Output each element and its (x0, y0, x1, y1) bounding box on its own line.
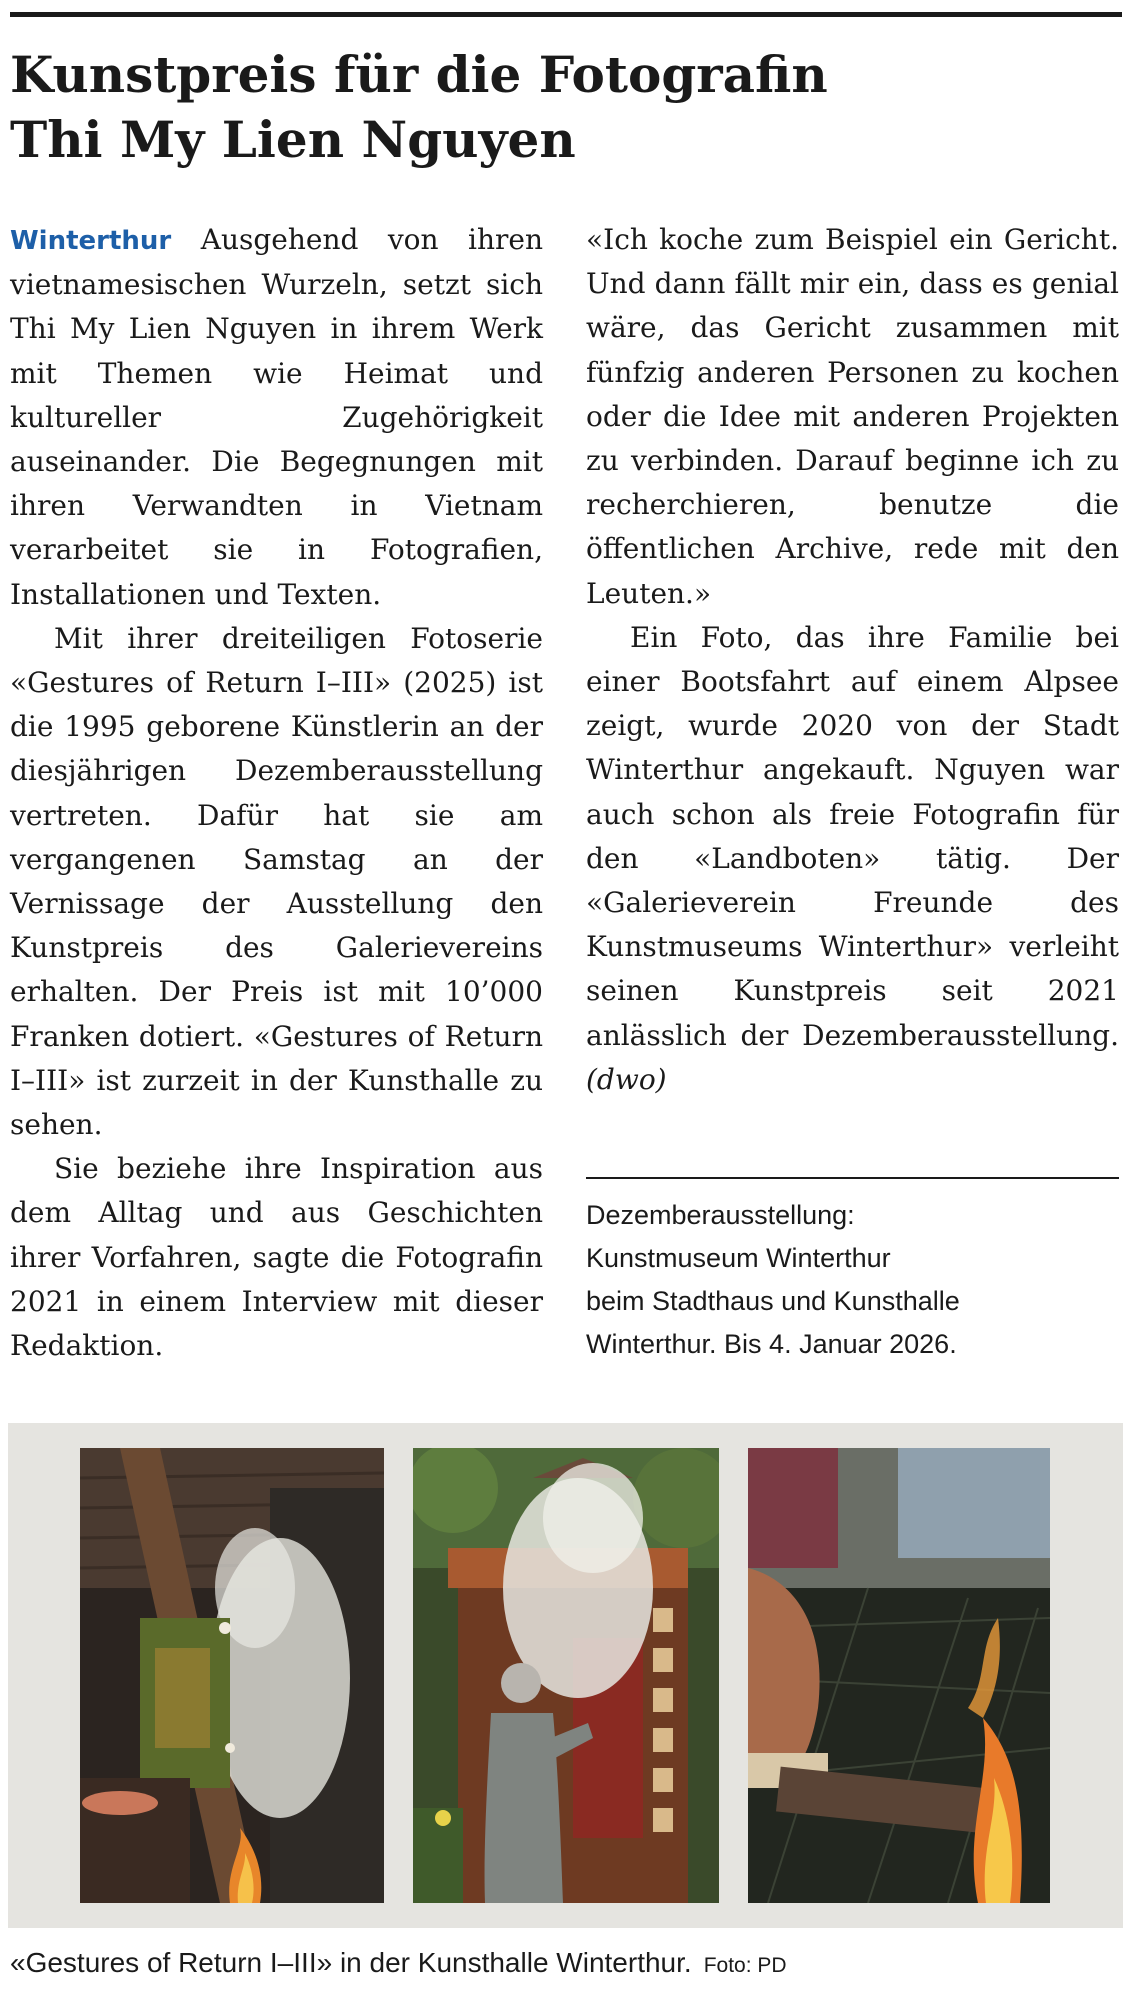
article-column-left (10, 218, 543, 1368)
headline-line-2: Thi My Lien Nguyen (10, 110, 576, 169)
photo-panel-1-image (80, 1448, 384, 1903)
photo-caption (10, 1946, 1122, 1983)
paragraph-1 (10, 218, 543, 617)
headline-line-1: Kunstpreis für die Fotografin (10, 45, 828, 104)
article-column-right (586, 218, 1119, 1102)
author-initials: (dwo) (586, 1062, 667, 1096)
info-box-rule (586, 1177, 1119, 1179)
headline (10, 42, 1122, 172)
info-line-1: Dezemberausstellung: (586, 1200, 855, 1230)
info-line-3: beim Stadthaus und Kunsthalle (586, 1286, 960, 1316)
photo-panel-2-image (413, 1448, 719, 1903)
paragraph-5-text: Ein Foto, das ihre Familie bei einer Bootsfahrt auf einem Alpsee zeigt, wurde 2020 von der Stadt Winterthur angekauft. Nguyen war auch schon als freie Fotografin für den «Landboten» tätig. Der «Galerieverein Freunde des Kunstmuseums Winterthur» verleiht seinen Kunstpreis seit 2021 anlässlich der Dezemberausstellung. (586, 620, 1119, 1052)
photo-panel-3-image (748, 1448, 1050, 1903)
info-line-4: Winterthur. Bis 4. Januar 2026. (586, 1329, 957, 1359)
paragraph-5 (586, 616, 1119, 1102)
photo-credit: Foto: PD (703, 1954, 787, 1977)
dateline: Winterthur (10, 226, 172, 256)
paragraph-1-text: Ausgehend von ihren vietnamesischen Wurzeln, setzt sich Thi My Lien Nguyen in ihrem Werk mit Themen wie Heimat und kultureller Zugehörigkeit auseinander. Die Begegnungen mit ihren Verwandten in Vietnam verarbeitet sie in Fotografien, Installationen und Texten. (10, 223, 543, 611)
photo-panel-3 (748, 1448, 1050, 1903)
paragraph-4: «Ich koche zum Beispiel ein Gericht. Und dann fällt mir ein, dass es genial wäre, das Gericht zusammen mit fünfzig anderen Personen zu kochen oder die Idee mit anderen Projekten zu verbinden. Darauf beginne ich zu recherchieren, benutze die öffentlichen Archive, rede mit den Leuten.» (586, 223, 1119, 610)
photo-panel-1 (80, 1448, 384, 1903)
top-rule (10, 12, 1122, 17)
paragraph-3: Sie beziehe ihre Inspiration aus dem Alltag und aus Geschichten ihrer Vorfahren, sagte die Fotografin 2021 in einem Interview mit dieser Redaktion. (10, 1152, 543, 1363)
caption-text: «Gestures of Return I–III» in der Kunsthalle Winterthur. (10, 1947, 692, 1978)
photo-panel-2 (413, 1448, 719, 1903)
paragraph-2: Mit ihrer dreiteiligen Fotoserie «Gestures of Return I–III» (2025) ist die 1995 geborene Künstlerin an der diesjährigen Dezemberausstellung vertreten. Dafür hat sie am vergangenen Samstag an der Vernissage der Ausstellung den Kunstpreis des Galerievereins erhalten. Der Preis ist mit 10’000 Franken dotiert. «Gestures of Return I–III» ist zurzeit in der Kunsthalle zu sehen. (10, 621, 543, 1142)
info-box (586, 1194, 1119, 1366)
info-line-2: Kunstmuseum Winterthur (586, 1243, 891, 1273)
photo-triptych (8, 1423, 1123, 1928)
